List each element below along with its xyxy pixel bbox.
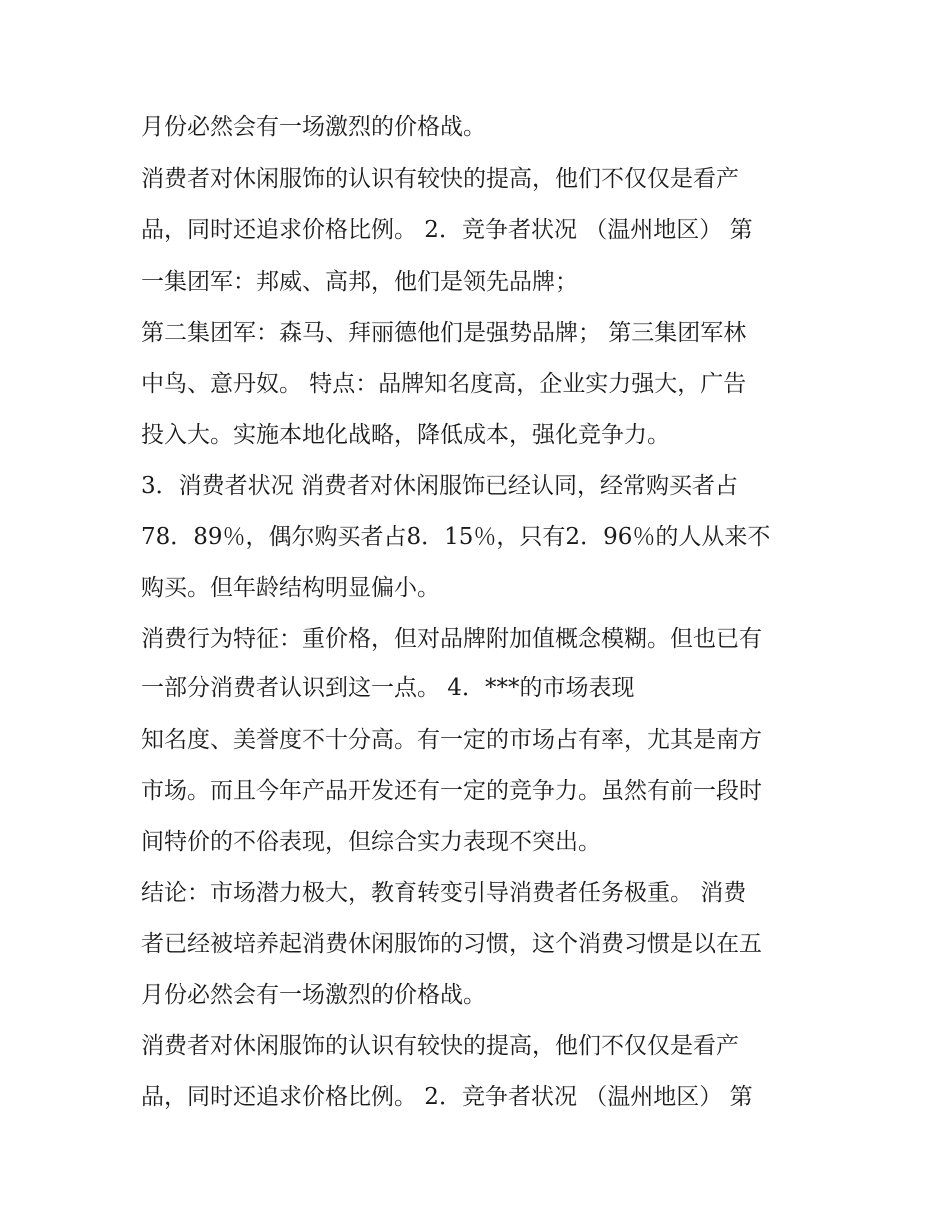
text-line: 间特价的不俗表现，但综合实力表现不突出。: [141, 829, 601, 855]
text-line: 市场。而且今年产品开发还有一定的竞争力。虽然有前一段时: [141, 778, 762, 804]
text-line: 结论：市场潜力极大，教育转变引导消费者任务极重。 消费: [141, 880, 747, 906]
text-line: 第二集团军：森马、拜丽德他们是强势品牌； 第三集团军林: [141, 320, 747, 346]
text-line: 月份必然会有一场激烈的价格战。: [141, 114, 486, 140]
text-line: 78．89％，偶尔购买者占8．15％，只有2．96％的人从来不: [141, 524, 771, 550]
text-line: 一部分消费者认识到这一点。 4．***的市场表现: [141, 675, 635, 701]
text-line: 月份必然会有一场激烈的价格战。: [141, 982, 486, 1008]
text-line: 品，同时还追求价格比例。 2．竞争者状况 （温州地区） 第: [141, 217, 753, 243]
text-line: 投入大。实施本地化战略，降低成本，强化竞争力。: [141, 422, 670, 448]
text-line: 3．消费者状况 消费者对休闲服饰已经认同，经常购买者占: [141, 473, 738, 499]
text-line: 购买。但年龄结构明显偏小。: [141, 575, 440, 601]
text-line: 一集团军：邦威、高邦，他们是领先品牌；: [141, 269, 578, 295]
text-line: 者已经被培养起消费休闲服饰的习惯，这个消费习惯是以在五: [141, 931, 762, 957]
text-line: 消费行为特征：重价格，但对品牌附加值概念模糊。但也已有: [141, 626, 762, 652]
text-line: 中鸟、意丹奴。 特点：品牌知名度高，企业实力强大，广告: [141, 371, 747, 397]
text-line: 消费者对休闲服饰的认识有较快的提高，他们不仅仅是看产: [141, 166, 739, 192]
text-line: 品，同时还追求价格比例。 2．竞争者状况 （温州地区） 第: [141, 1084, 753, 1110]
text-line: 知名度、美誉度不十分高。有一定的市场占有率，尤其是南方: [141, 727, 762, 753]
text-line: 消费者对休闲服饰的认识有较快的提高，他们不仅仅是看产: [141, 1033, 739, 1059]
